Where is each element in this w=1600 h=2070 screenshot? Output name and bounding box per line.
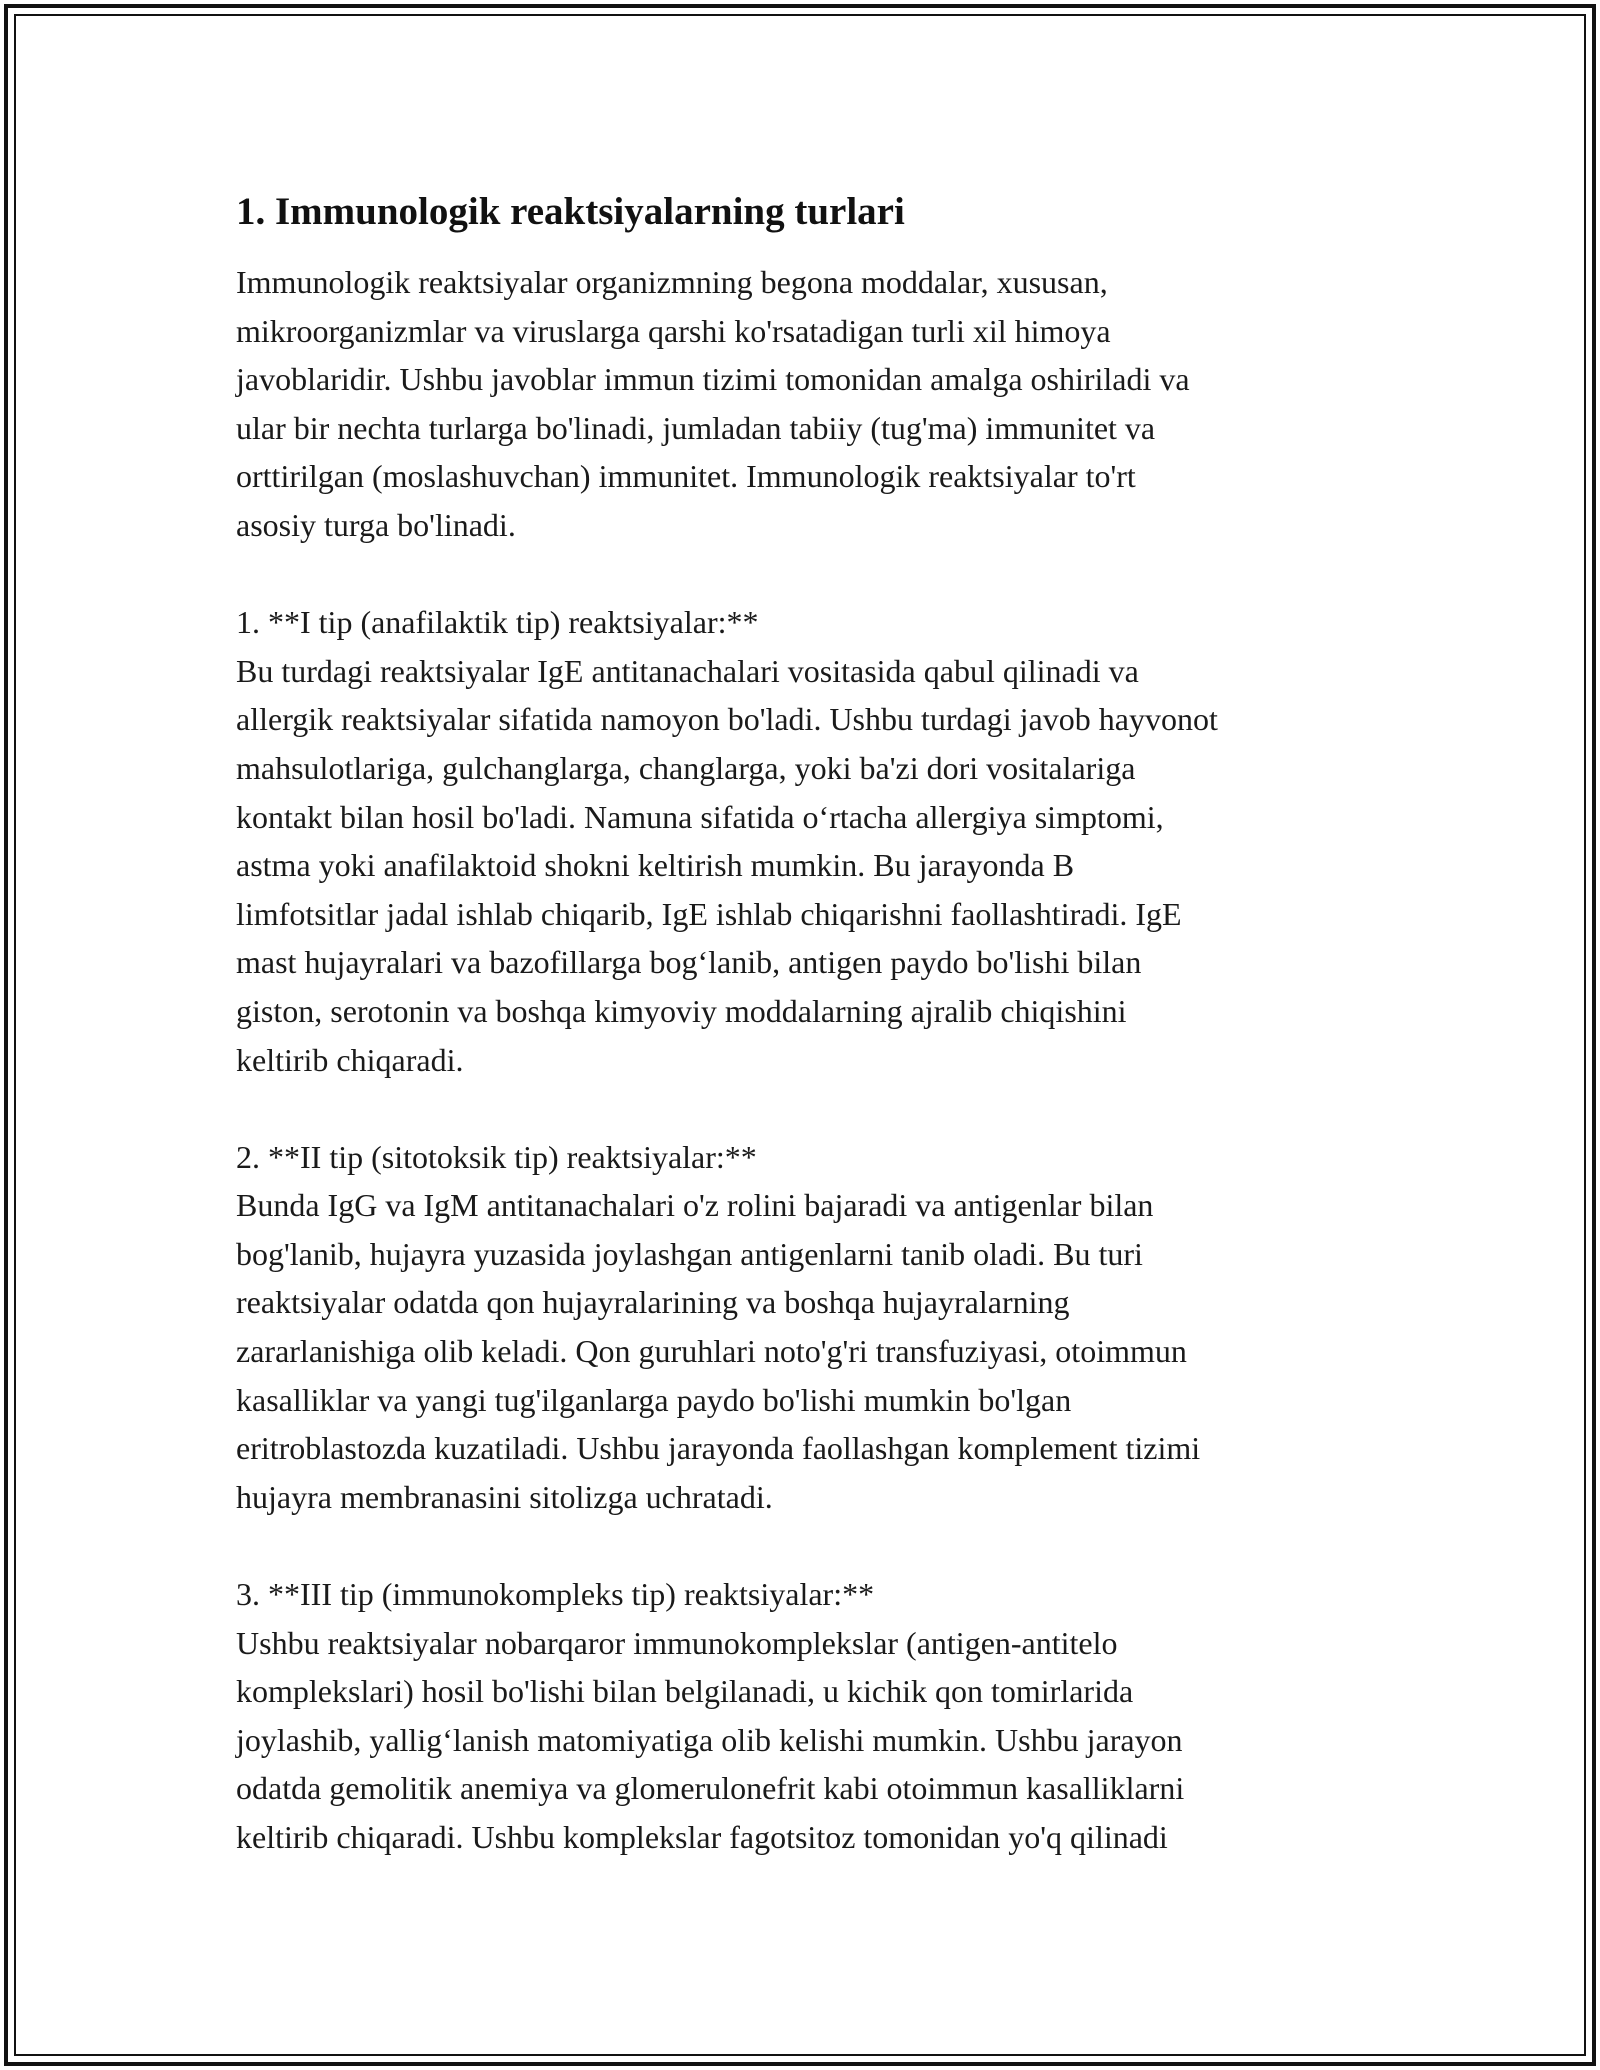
section-3-body: Ushbu reaktsiyalar nobarqaror immunokomplekslar (antigen-antitelo komplekslari) hosil bo'lishi bilan belgilanadi, u kichik qon tomirlarida joylashib, yallig‘lanish matomiyatiga olib kelishi mumkin. Ushbu jarayon odatda gemolitik anemiya va glomerulonefrit kabi otoimmun kasalliklarni keltirib chiqaradi. Ushbu komplekslar fagotsitoz tomonidan yo'q qilinadi: [236, 1624, 1185, 1855]
intro-paragraph: Immunologik reaktsiyalar organizmning begona moddalar, xususan, mikroorganizmlar va viruslarga qarshi ko'rsatadigan turli xil himoya javoblaridir. Ushbu javoblar immun tizimi tomonidan amalga oshiriladi va ular bir nechta turlarga bo'linadi, jumladan tabiiy (tug'ma) immunitet va orttirilgan (moslashuvchan) immunitet. Immunologik reaktsiyalar to'rt asosiy turga bo'linadi.: [236, 264, 1190, 543]
page-title: 1. Immunologik reaktsiyalarning turlari: [236, 190, 905, 233]
section-3-heading: 3. **III tip (immunokompleks tip) reaktsiyalar:**: [236, 1576, 875, 1613]
section-2-body: Bunda IgG va IgM antitanachalari o'z rolini bajaradi va antigenlar bilan bog'lanib, hujayra yuzasida joylashgan antigenlarni tanib oladi. Bu turi reaktsiyalar odatda qon hujayralarining va boshqa hujayralarning zararlanishiga olib keladi. Qon guruhlari noto'g'ri transfuziyasi, otoimmun kasalliklar va yangi tug'ilganlarga paydo bo'lishi mumkin bo'lgan eritroblastozda kuzatiladi. Ushbu jarayonda faollashgan komplement tizimi hujayra membranasini sitolizga uchratadi.: [236, 1187, 1201, 1515]
document-body: [236, 188, 1386, 1862]
paragraph-gap: [236, 1521, 1386, 1570]
section-2-heading: 2. **II tip (sitotoksik tip) reaktsiyalar:**: [236, 1138, 757, 1175]
paragraph-gap: [236, 1084, 1386, 1133]
section-1-heading: 1. **I tip (anafilaktik tip) reaktsiyalar:**: [236, 604, 759, 641]
paragraph-gap: [236, 550, 1386, 599]
section-1-body: Bu turdagi reaktsiyalar IgE antitanachalari vositasida qabul qilinadi va allergik reaktsiyalar sifatida namoyon bo'ladi. Ushbu turdagi javob hayvonot mahsulotlariga, gulchanglarga, changlarga, yoki ba'zi dori vositalariga kontakt bilan hosil bo'ladi. Namuna sifatida o‘rtacha allergiya simptomi, astma yoki anafilaktoid shokni keltirish mumkin. Bu jarayonda B limfotsitlar jadal ishlab chiqarib, IgE ishlab chiqarishni faollashtiradi. IgE mast hujayralari va bazofillarga bog‘lanib, antigen paydo bo'lishi bilan giston, serotonin va boshqa kimyoviy moddalarning ajralib chiqishini keltirib chiqaradi.: [236, 652, 1218, 1078]
